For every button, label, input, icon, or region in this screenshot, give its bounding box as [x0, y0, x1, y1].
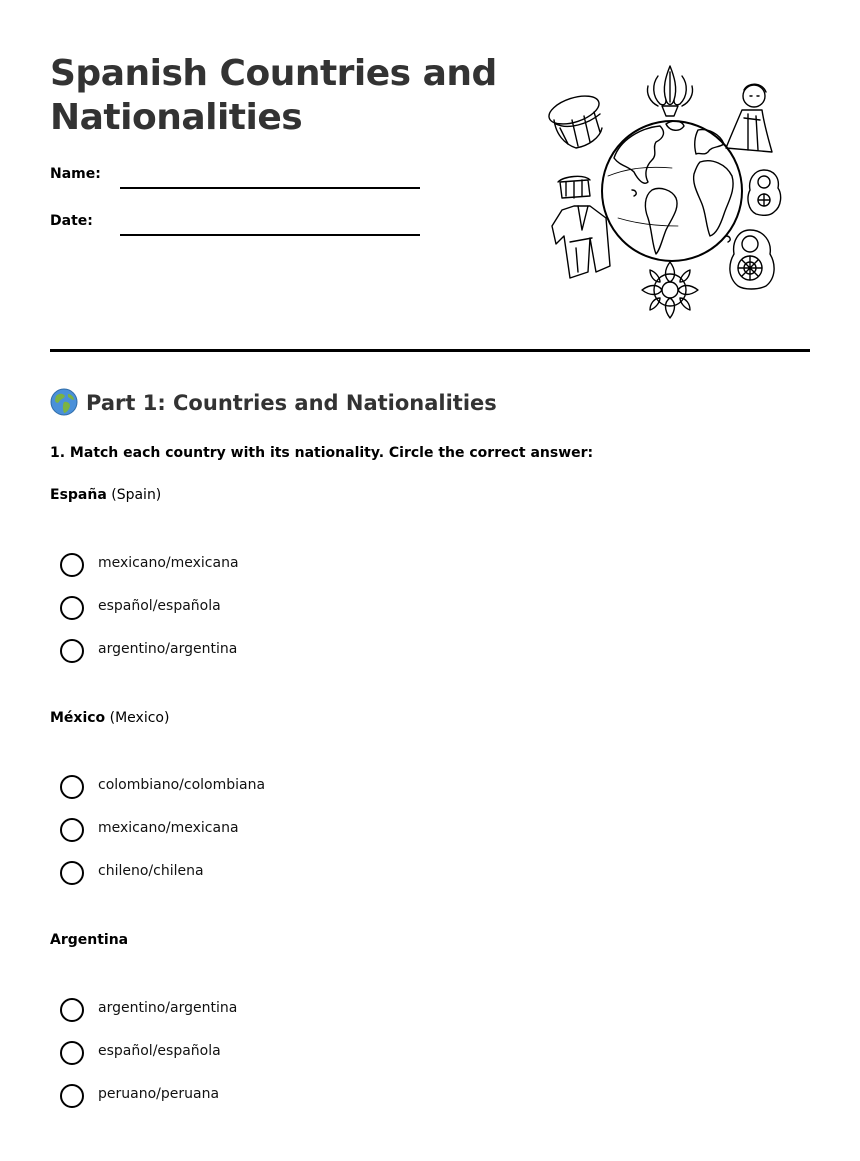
country-name: Argentina [50, 932, 129, 948]
part1-heading [50, 388, 497, 418]
country-label-argentina [50, 932, 128, 948]
name-blank-line[interactable] [120, 187, 420, 189]
mandala-flower-icon [642, 262, 698, 318]
drum-icon [548, 91, 602, 148]
radio-circle[interactable] [60, 1041, 84, 1065]
part1-title: Part 1: Countries and Nationalities [86, 391, 497, 415]
country-translation: (Spain) [111, 487, 162, 503]
country-translation: (Mexico) [109, 710, 170, 726]
feather-headdress-icon [647, 66, 692, 116]
matryoshka-small-icon [748, 170, 781, 215]
radio-circle[interactable] [60, 861, 84, 885]
option-label: argentino/argentina [98, 1000, 238, 1016]
option-label: peruano/peruana [98, 1086, 220, 1102]
radio-circle[interactable] [60, 998, 84, 1022]
question-1-instruction: 1. Match each country with its nationality. Circle the correct answer: [50, 445, 594, 461]
globe-emoji-icon [50, 388, 78, 416]
world-culture-illustration [548, 58, 788, 326]
kimono-doll-icon [726, 84, 772, 152]
radio-circle[interactable] [60, 596, 84, 620]
country-label-espana [50, 487, 161, 503]
date-label: Date: [50, 213, 93, 229]
option-label: chileno/chilena [98, 863, 204, 879]
name-field [50, 164, 420, 188]
country-name: México [50, 710, 106, 726]
radio-circle[interactable] [60, 818, 84, 842]
radio-circle[interactable] [60, 775, 84, 799]
worksheet-page [50, 0, 810, 1161]
radio-circle[interactable] [60, 639, 84, 663]
globe-drawing-icon [602, 121, 742, 261]
radio-circle[interactable] [60, 553, 84, 577]
country-name: España [50, 487, 107, 503]
option-label: español/española [98, 1043, 221, 1059]
option-label: español/española [98, 598, 221, 614]
headpiece-icon [558, 176, 590, 198]
option-label: mexicano/mexicana [98, 820, 239, 836]
date-blank-line[interactable] [120, 234, 420, 236]
option-label: mexicano/mexicana [98, 555, 239, 571]
radio-circle[interactable] [60, 1084, 84, 1108]
robe-garment-icon [552, 206, 610, 278]
option-label: colombiano/colombiana [98, 777, 266, 793]
name-label: Name: [50, 166, 101, 182]
section-divider [50, 349, 810, 352]
country-label-mexico [50, 710, 169, 726]
option-label: argentino/argentina [98, 641, 238, 657]
page-title: Spanish Countries and Nationalities [50, 53, 497, 138]
date-field [50, 211, 420, 235]
matryoshka-large-icon [730, 230, 774, 289]
